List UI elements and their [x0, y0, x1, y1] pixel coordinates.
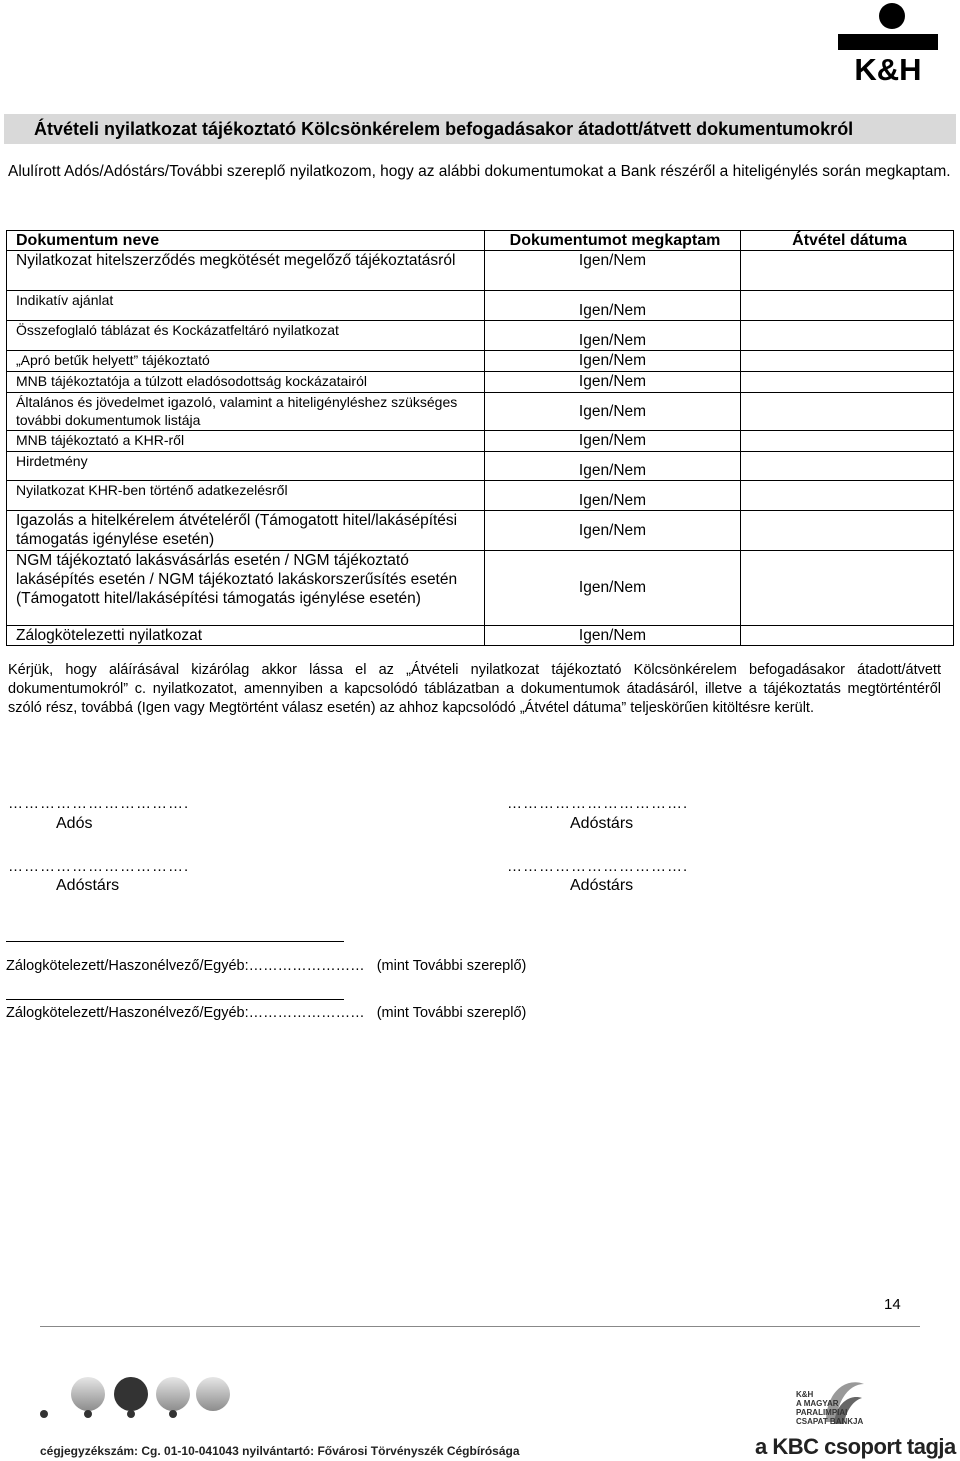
- table-row: [7, 321, 954, 351]
- logo-text: K&H: [854, 52, 922, 84]
- received-choice[interactable]: Igen/Nem: [485, 321, 741, 351]
- pledgor-signature-line-2[interactable]: [6, 999, 344, 1000]
- pledgor-suffix: (mint További szereplő): [376, 958, 527, 974]
- decor-circle-icon: [71, 1377, 105, 1411]
- document-name: Indikatív ajánlat: [7, 291, 485, 321]
- date-cell[interactable]: [741, 393, 954, 431]
- date-cell[interactable]: [741, 372, 954, 393]
- date-cell[interactable]: [741, 431, 954, 452]
- table-row: [7, 372, 954, 393]
- table-row: [7, 511, 954, 551]
- document-name: Nyilatkozat KHR-ben történő adatkezelésről: [7, 481, 485, 511]
- pledgor-line-2: [6, 1005, 526, 1021]
- partner-line: A MAGYAR: [796, 1399, 839, 1408]
- signature-label-debtor: Adós: [56, 815, 93, 832]
- table-row: [7, 452, 954, 481]
- document-name: Nyilatkozat hitelszerződés megkötését megelőző tájékoztatásról: [7, 251, 485, 291]
- header-date: Átvétel dátuma: [741, 231, 954, 251]
- document-name: Összefoglaló táblázat és Kockázatfeltáró nyilatkozat: [7, 321, 485, 351]
- date-cell[interactable]: [741, 511, 954, 551]
- table-row: [7, 626, 954, 646]
- kh-logo: [836, 0, 940, 84]
- document-name: Zálogkötelezetti nyilatkozat: [7, 626, 485, 646]
- decor-circle-icon: [114, 1377, 148, 1411]
- table-header-row: [7, 231, 954, 251]
- table-row: [7, 431, 954, 452]
- signature-line-debtor[interactable]: …………………………….: [8, 795, 190, 812]
- date-cell[interactable]: [741, 321, 954, 351]
- date-cell[interactable]: [741, 251, 954, 291]
- received-choice[interactable]: Igen/Nem: [485, 251, 741, 291]
- instruction-note: Kérjük, hogy aláírásával kizárólag akkor lássa el az „Átvételi nyilatkozat tájékoztató Kölcsönkérelem befogadásakor átadott/átvett dokumentumokról” c. nyilatkozatot, amennyiben a kapcsolódó táblázatban a dokumentumok átadásáról, illetve a tájékoztatás megtörténtéről szóló rész, továbbá (Igen vagy Megtörtént válasz esetén) az ahhoz kapcsolódó „Átvétel dátuma” teljeskörűen kitöltésre került.: [8, 662, 941, 716]
- received-choice[interactable]: Igen/Nem: [485, 626, 741, 646]
- received-choice[interactable]: Igen/Nem: [485, 551, 741, 626]
- partner-line: PARALIMPIAI: [796, 1408, 848, 1417]
- table-row: [7, 351, 954, 372]
- pledgor-signature-line-1[interactable]: [6, 941, 344, 942]
- signature-line-codebtor-3[interactable]: …………………………….: [507, 858, 689, 875]
- footer-registry: cégjegyzékszám: Cg. 01-10-041043 nyilvántartó: Fővárosi Törvényszék Cégbírósága: [40, 1444, 520, 1458]
- date-cell[interactable]: [741, 551, 954, 626]
- arrow-bullet-icon: [84, 1410, 92, 1418]
- document-name: MNB tájékoztató a KHR-ről: [7, 431, 485, 452]
- header-received: Dokumentumot megkaptam: [485, 231, 741, 251]
- received-choice[interactable]: Igen/Nem: [485, 452, 741, 481]
- signature-label-codebtor-1: Adóstárs: [570, 815, 634, 832]
- header-document-name: Dokumentum neve: [7, 231, 485, 251]
- signature-line-codebtor-2[interactable]: …………………………….: [8, 858, 190, 875]
- pledgor-line-1: [6, 958, 526, 974]
- received-choice[interactable]: Igen/Nem: [485, 372, 741, 393]
- page-number: 14: [884, 1296, 901, 1313]
- table-row: [7, 481, 954, 511]
- date-cell[interactable]: [741, 452, 954, 481]
- intro-text: Alulírott Adós/Adóstárs/További szereplő nyilatkozom, hogy az alábbi dokumentumokat a Bank részéről a hiteligénylés során megkaptam.: [8, 163, 951, 180]
- pledgor-label: Zálogkötelezett/Haszonélvező/Egyéb:……………………: [6, 958, 365, 974]
- arrow-bullet-icon: [127, 1410, 135, 1418]
- arrow-bullet-icon: [40, 1410, 48, 1418]
- received-choice[interactable]: Igen/Nem: [485, 351, 741, 372]
- kbc-group-tagline: a KBC csoport tagja: [755, 1434, 956, 1459]
- received-choice[interactable]: Igen/Nem: [485, 481, 741, 511]
- document-name: NGM tájékoztató lakásvásárlás esetén / NGM tájékoztató lakásépítés esetén / NGM tájékoztató lakáskorszerűsítés esetén (Támogatott hitel/lakásépítési támogatás igénylése esetén): [7, 551, 485, 626]
- page-title: Átvételi nyilatkozat tájékoztató Kölcsönkérelem befogadásakor átadott/átvett dokumentumokról: [34, 119, 854, 139]
- table-row: [7, 393, 954, 431]
- partner-line: K&H: [796, 1390, 814, 1399]
- document-name: Igazolás a hitelkérelem átvételéről (Támogatott hitel/lakásépítési támogatás igénylése esetén): [7, 511, 485, 551]
- pledgor-label: Zálogkötelezett/Haszonélvező/Egyéb:……………………: [6, 1005, 365, 1021]
- document-name: Általános és jövedelmet igazoló, valamint a hiteligényléshez szükséges további dokumentumok listája: [7, 393, 485, 431]
- table-row: [7, 291, 954, 321]
- signature-line-codebtor-1[interactable]: …………………………….: [507, 795, 689, 812]
- document-name: MNB tájékoztatója a túlzott eladósodottság kockázatairól: [7, 372, 485, 393]
- arrow-bullet-icon: [169, 1410, 177, 1418]
- paralympic-badge: [796, 1372, 866, 1430]
- received-choice[interactable]: Igen/Nem: [485, 393, 741, 431]
- footer-decoration: [36, 1374, 236, 1424]
- table-row: [7, 251, 954, 291]
- date-cell[interactable]: [741, 291, 954, 321]
- footer-divider: [40, 1326, 920, 1327]
- signature-label-codebtor-2: Adóstárs: [56, 877, 120, 894]
- document-name: „Apró betűk helyett” tájékoztató: [7, 351, 485, 372]
- date-cell[interactable]: [741, 351, 954, 372]
- table-row: [7, 551, 954, 626]
- documents-table: [6, 230, 954, 646]
- received-choice[interactable]: Igen/Nem: [485, 511, 741, 551]
- document-name: Hirdetmény: [7, 452, 485, 481]
- signature-label-codebtor-3: Adóstárs: [570, 877, 634, 894]
- received-choice[interactable]: Igen/Nem: [485, 291, 741, 321]
- date-cell[interactable]: [741, 481, 954, 511]
- date-cell[interactable]: [741, 626, 954, 646]
- pledgor-suffix: (mint További szereplő): [376, 1005, 527, 1021]
- decor-circle-icon: [156, 1377, 190, 1411]
- received-choice[interactable]: Igen/Nem: [485, 431, 741, 452]
- decor-circle-icon: [196, 1377, 230, 1411]
- partner-line: CSAPAT BANKJA: [796, 1417, 864, 1426]
